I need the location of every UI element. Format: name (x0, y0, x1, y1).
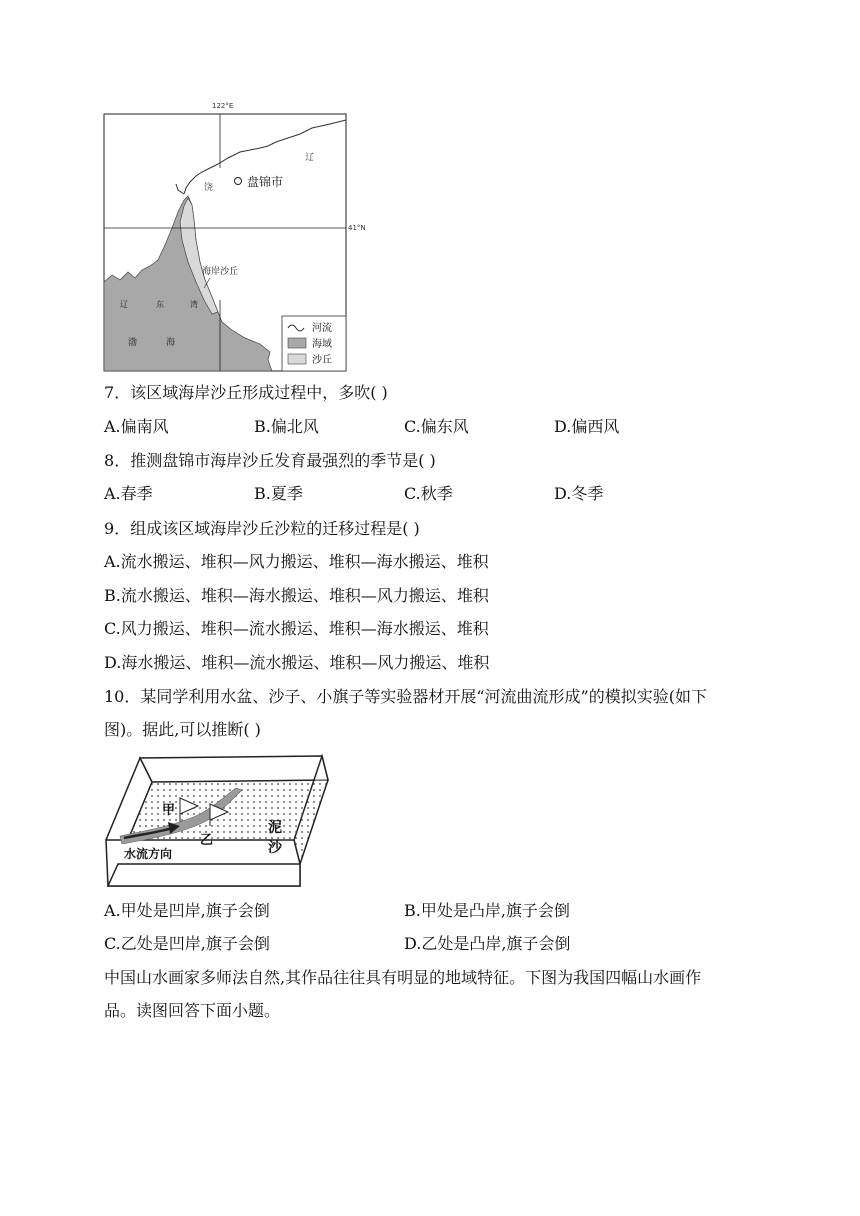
question-7-option-d[interactable]: D.偏西风 (554, 417, 620, 436)
question-9-option-d[interactable]: D.海水搬运、堆积—流水搬运、堆积—风力搬运、堆积 (104, 653, 490, 672)
legend-sea-swatch (288, 338, 306, 348)
city-marker (235, 178, 242, 185)
dune-label: 海岸沙丘 (202, 267, 239, 277)
tray-back-rim (140, 756, 328, 782)
question-9-stem: 9．组成该区域海岸沙丘沙粒的迁移过程是( ) (104, 519, 420, 538)
river-label-3: 饶 (204, 183, 214, 193)
flag-a-label: 甲 (162, 803, 176, 818)
legend-river-label: 河流 (312, 323, 332, 334)
longitude-label: 122°E (212, 102, 234, 110)
bay-char-2: 东 (156, 300, 164, 309)
question-10-option-a[interactable]: A.甲处是凹岸,旗子会倒 (104, 901, 270, 920)
question-7-option-a[interactable]: A.偏南风 (104, 417, 169, 436)
question-9-option-c[interactable]: C.风力搬运、堆积—流水搬运、堆积—海水搬运、堆积 (104, 619, 489, 638)
sea-char-1: 渤 (128, 338, 138, 348)
river-label-1: 辽 (305, 153, 315, 163)
question-10-stem-line2: 图)。据此,可以推断( ) (104, 720, 261, 739)
sand-label-1: 泥 (268, 820, 282, 836)
bay-char-1: 辽 (120, 300, 128, 309)
sand-label-2: 沙 (268, 840, 282, 856)
question-10-option-b[interactable]: B.甲处是凸岸,旗子会倒 (404, 901, 570, 920)
question-8-option-d[interactable]: D.冬季 (554, 484, 604, 503)
question-8-stem: 8．推测盘锦市海岸沙丘发育最强烈的季节是( ) (104, 451, 436, 470)
question-7-option-b[interactable]: B.偏北风 (254, 417, 319, 436)
latitude-label: 41°N (348, 224, 366, 232)
question-7-stem: 7．该区域海岸沙丘形成过程中，多吹( ) (104, 383, 388, 402)
passage-line-2: 品。读图回答下面小题。 (104, 1001, 281, 1020)
question-10-option-d[interactable]: D.乙处是凸岸,旗子会倒 (404, 934, 571, 953)
question-10-option-c[interactable]: C.乙处是凹岸,旗子会倒 (104, 934, 270, 953)
sea-char-2: 海 (166, 338, 176, 348)
experiment-figure (0, 752, 860, 902)
flow-direction-label: 水流方向 (124, 847, 173, 861)
passage-line-1: 中国山水画家多师法自然,其作品往往具有明显的地域特征。下图为我国四幅山水画作 (104, 968, 702, 987)
flag-b-label: 乙 (200, 833, 214, 848)
legend-sea-label: 海域 (312, 339, 332, 350)
tray-front-face (108, 864, 300, 886)
question-8-option-c[interactable]: C.秋季 (404, 484, 453, 503)
city-label: 盘锦市 (247, 175, 284, 189)
legend-dune-label: 沙丘 (312, 355, 332, 366)
question-9-option-b[interactable]: B.流水搬运、堆积—海水搬运、堆积—风力搬运、堆积 (104, 586, 489, 605)
question-7-option-c[interactable]: C.偏东风 (404, 417, 469, 436)
question-9-option-a[interactable]: A.流水搬运、堆积—风力搬运、堆积—海水搬运、堆积 (104, 552, 489, 571)
legend-dune-swatch (288, 354, 306, 364)
question-10-stem-line1: 10．某同学利用水盆、沙子、小旗子等实验器材开展“河流曲流形成”的模拟实验(如下 (104, 687, 707, 706)
map-figure (0, 0, 860, 380)
question-8-option-a[interactable]: A.春季 (104, 484, 153, 503)
question-8-option-b[interactable]: B.夏季 (254, 484, 303, 503)
bay-char-3: 湾 (190, 300, 198, 309)
